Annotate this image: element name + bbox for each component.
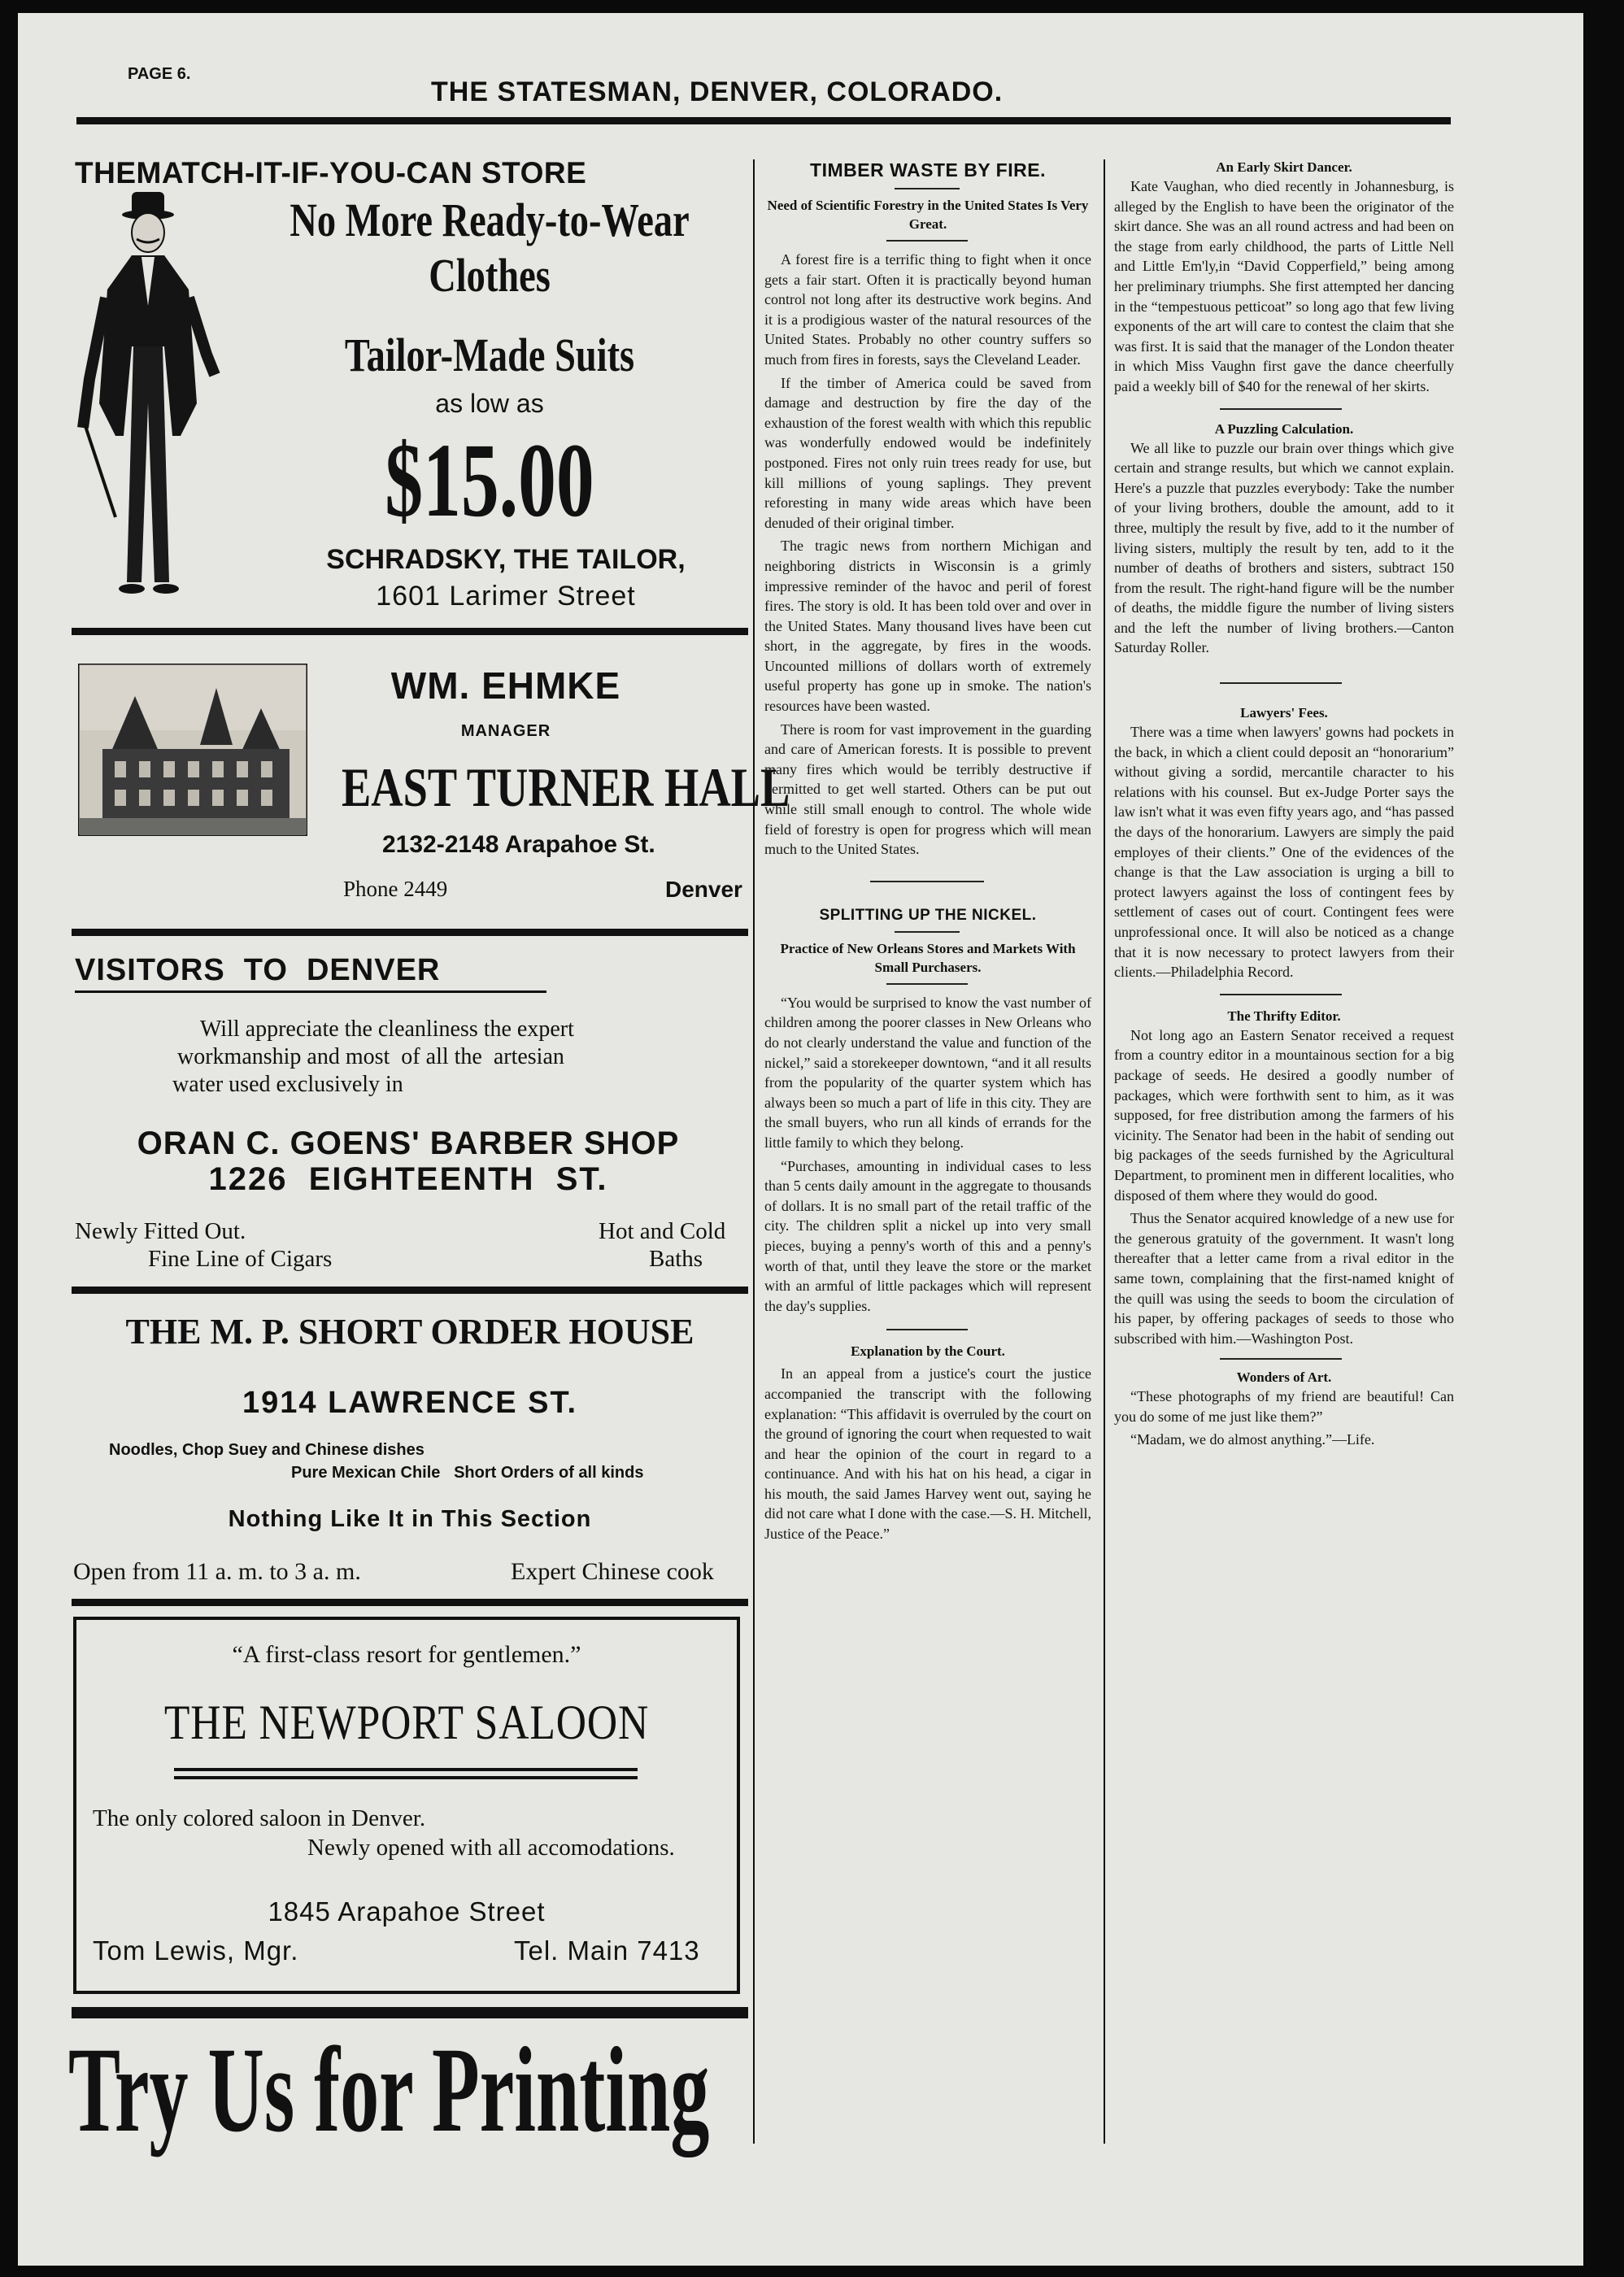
article-paragraph: A forest fire is a terrific thing to fight when it once gets a fair start. Often it is practically beyond human control not long after its destructive work begins. And it is a prodigious waster of the natural resources of the United States. Probably no other country suffers so much from fires in forests, says the Cleveland Leader. [764,251,1091,368]
ad-separator [72,1287,748,1294]
restaurant-name: THE M. P. SHORT ORDER HOUSE [125,1312,694,1352]
article-headline: Wonders of Art. [1236,1369,1332,1386]
saloon-address: 1845 Arapahoe Street [268,1896,546,1927]
ad-separator [72,929,748,936]
tailor-name: SCHRADSKY, THE TAILOR, [326,544,686,575]
article-paragraph: We all like to puzzle our brain over things which give certain and strange results, but which we cannot explain. Here's a puzzle that puzzles everybody: Take the number of your living brothers, double the amount, add to it three, multiply the result by five, add to it the number of living sisters, multiply the result by ten, add to it the number of deaths of brothers and sisters, subtract 150 from the result. The right-hand figure will be the number of deaths, the middle figure the number of living sisters and the left the number of living brothers.—Canton Saturday Roller. [1114,439,1454,656]
barber-shop-name: ORAN C. GOENS' BARBER SHOP [137,1125,680,1161]
ad-line-4: as low as [435,389,544,418]
saloon-double-rule [174,1768,638,1771]
article-body [1114,1025,1454,1349]
saloon-quote: “A first-class resort for gentlemen.” [232,1641,581,1668]
restaurant-cook: Expert Chinese cook [511,1558,714,1585]
page-number: PAGE 6. [128,65,191,83]
article-body [1114,176,1454,397]
newport-saloon-advertisement [73,1617,740,1994]
restaurant-address: 1914 LAWRENCE ST. [242,1386,577,1420]
article-paragraph: Kate Vaughan, who died recently in Johannesburg, is alleged by the English to have been the originator of the skirt dance. She was an all round actress and had been on the stage from early childhood, the parts of Little Nell and Little Em'ly,in “David Copperfield,” being among her preliminary triumphs. She first attempted her dancing in the “tempestuous petticoat” so long ago that few living exponents of the art will care to contest the claim that she was first. It is said that the manager of the London theater in which Miss Vaughn first gave the dance cheerfully paid a weekly bill of $40 for the renewal of her skirts. [1114,178,1454,394]
ad-line-1: No More Ready-to-Wear [290,194,690,246]
hall-city: Denver [665,877,742,902]
ad-price: $15.00 [385,422,594,539]
hall-phone: Phone 2449 [343,877,448,901]
barber-body-line: water used exclusively in [172,1072,403,1097]
barber-shop-street: 1226 EIGHTEENTH ST. [208,1161,608,1197]
article-separator [1220,408,1342,410]
newspaper-page [18,13,1583,2266]
saloon-telephone: Tel. Main 7413 [514,1935,700,1966]
article-separator [1220,682,1342,684]
right-column [1114,156,1454,1453]
article-separator [870,881,984,882]
article-body [764,993,1091,1317]
column-divider [1104,159,1105,2144]
visitors-heading: VISITORS TO DENVER [75,953,441,987]
barber-feature: Newly Fitted Out. [75,1218,246,1244]
ad-headline: THEMATCH-IT-IF-YOU-CAN STORE [75,156,587,189]
article-paragraph: “You would be surprised to know the vast number of children among the poorer classes in New Orleans who do not clearly understand the value and function of the nickel,” said a storekeeper downtown, “and it all results from the popularity of the quarter system which has always been so much a part of life in this city. They are the small buyers, who run all kinds of errands for the little family to which they belong. [764,994,1091,1151]
article-headline: TIMBER WASTE BY FIRE. [810,159,1046,181]
hall-building-illustration [78,664,307,836]
saloon-double-rule [174,1776,638,1779]
article-paragraph: The tragic news from northern Michigan and neighboring districts in Wisconsin is a grimly impressive reminder of the havoc and peril of forest fires. The story is old. It has been told over and over in the United States. Many thousand lives have been cut short, in the aggregate, by fires in the woods. Uncounted millions of dollars worth of extremely useful property has gone up in smoke. The nation's resources have been wasted. [764,538,1091,715]
middle-column [764,156,1091,1548]
article-subheadline: Need of Scientific Forestry in the United States Is Very Great. [767,198,1089,232]
article-body [1114,1387,1454,1450]
column-divider [753,159,755,2144]
hall-name: EAST TURNER HALL [342,756,790,818]
ad-separator [72,1599,748,1606]
article-subheadline: Practice of New Orleans Stores and Markets With Small Purchasers. [780,940,1076,975]
article-paragraph: In an appeal from a justice's court the justice accompanied the transcript with the following explanation: “This affidavit is overruled by the court on the ground of ignoring the court when requested to wait and hear the opinion of the court in regard to a continuance. And with his hat on his head, a cigar in his mouth, the said James Harvey went out, saying he did not care what I done with the case.—S. H. Mitchell, Justice of the Peace.” [764,1365,1091,1543]
article-paragraph: “These photographs of my friend are beautiful! Can you do some of me just like them?” [1114,1388,1454,1425]
restaurant-tagline: Nothing Like It in This Section [228,1506,592,1532]
barber-body-line: workmanship and most of all the artesian [177,1044,564,1069]
subheadline-rule [886,983,968,985]
saloon-line: The only colored saloon in Denver. [93,1805,426,1831]
article-paragraph: Not long ago an Eastern Senator received a request from a country editor in a mountainous section for a big package of seeds. He desired a goodly number of packages, which were forthwith sent to him, as it was supposed, for free distribution among the farmers of his vicinity. The Senator had been in the habit of sending out big packages of the seeds furnished by the Agricultural Department, to prominent men in different localities, who disposed of them where they would do good. [1114,1026,1454,1204]
saloon-line: Newly opened with all accomodations. [307,1835,675,1861]
article-body [1114,722,1454,982]
article-paragraph: “Madam, we do almost anything.”—Life. [1130,1431,1375,1448]
tailor-address: 1601 Larimer Street [376,581,636,612]
article-body [764,1364,1091,1543]
subheadline-rule [886,240,968,242]
newspaper-masthead: THE STATESMAN, DENVER, COLORADO. [431,76,1004,107]
barber-feature: Baths [649,1246,703,1272]
article-headline: Explanation by the Court. [851,1343,1005,1360]
saloon-manager: Tom Lewis, Mgr. [93,1935,299,1966]
hall-address: 2132-2148 Arapahoe St. [382,831,655,858]
restaurant-hours: Open from 11 a. m. to 3 a. m. [73,1558,361,1585]
ad-separator [72,628,748,635]
ad-line-3: Tailor-Made Suits [344,329,635,381]
article-paragraph: Thus the Senator acquired knowledge of a new use for the generous gratuity of the government. It wasn't long thereafter that a letter came from a rival editor in the same town, complaining that the first-named knight of the quill was using the seeds to boom the circulation of his paper, by offering packages of seeds to those who subscribed with him.—Washington Post. [1114,1210,1454,1347]
masthead-rule [76,117,1451,124]
article-headline: Lawyers' Fees. [1240,705,1328,721]
restaurant-menu-line: Pure Mexican Chile Short Orders of all kinds [291,1464,644,1482]
article-headline: A Puzzling Calculation. [1214,420,1354,437]
saloon-name: THE NEWPORT SALOON [163,1696,650,1749]
headline-rule [895,931,960,933]
barber-feature: Fine Line of Cigars [148,1246,333,1272]
restaurant-menu-line: Noodles, Chop Suey and Chinese dishes [109,1441,425,1459]
article-paragraph: If the timber of America could be saved from damage and destruction by fire the day of the exhaustion of the forest wealth with which this republic was wonderfully endowed would be indefinitely postponed. Fires not only ruin trees ready for use, but kill millions of young saplings. They prevent reforesting in many wide areas which have been denuded of their original timber. [764,374,1091,531]
article-paragraph: There was a time when lawyers' gowns had pockets in the back, in which a client could deposit an “honorarium” without giving a sordid, mercantile character to his relations with his counsel. But ex-Judge Porter says the law isn't what it was even fifty years ago, and “has passed the days of the honorarium. Lawyers are simply the paid employes of their clients.” One of the evidences of the change is that the Law association is urging a bill to protect lawyers against the loss of contingent fees by settlement of cases out of court. Contingent fees were unprofessional once. It will also be noticed as a change that it is now necessary to protect lawyers from their clients.—Philadelphia Record. [1114,724,1454,981]
barber-feature: Hot and Cold [599,1218,726,1244]
article-paragraph: “Purchases, amounting in individual cases to less than 5 cents daily amount in the aggregate to thousands of dollars. It is no small part of the retail traffic of the city. The children split a nickel up into very small pieces, buying a penny's worth of this and a penny's worth of that, until they leave the store or the market with an armful of little packages which will represent the day's supplies. [764,1157,1091,1314]
article-paragraph: There is room for vast improvement in the guarding and care of American forests. It is possible to prevent many fires which would be terribly destructive if permitted to get well started. Others can be put out while still small enough to control. The whole wide field of forestry is open for progress which will mean much to the United States. [764,721,1091,858]
article-headline: SPLITTING UP THE NICKEL. [819,906,1037,924]
article-body [764,250,1091,860]
article-separator [1220,1358,1342,1360]
manager-title: MANAGER [460,722,551,740]
headline-rule [895,188,960,189]
barber-body-line: Will appreciate the cleanliness the expert [200,1017,574,1042]
printing-advertisement: Try Us for Printing [68,2022,710,2157]
ad-separator [72,2007,748,2018]
article-headline: The Thrifty Editor. [1227,1008,1341,1024]
article-body [1114,438,1454,659]
gentleman-illustration [67,192,229,615]
article-separator [1220,994,1342,995]
article-headline: An Early Skirt Dancer. [1216,159,1352,175]
ad-line-2: Clothes [429,249,551,302]
visitors-underline [75,990,546,993]
manager-name: WM. EHMKE [390,664,621,707]
article-separator [886,1329,968,1330]
